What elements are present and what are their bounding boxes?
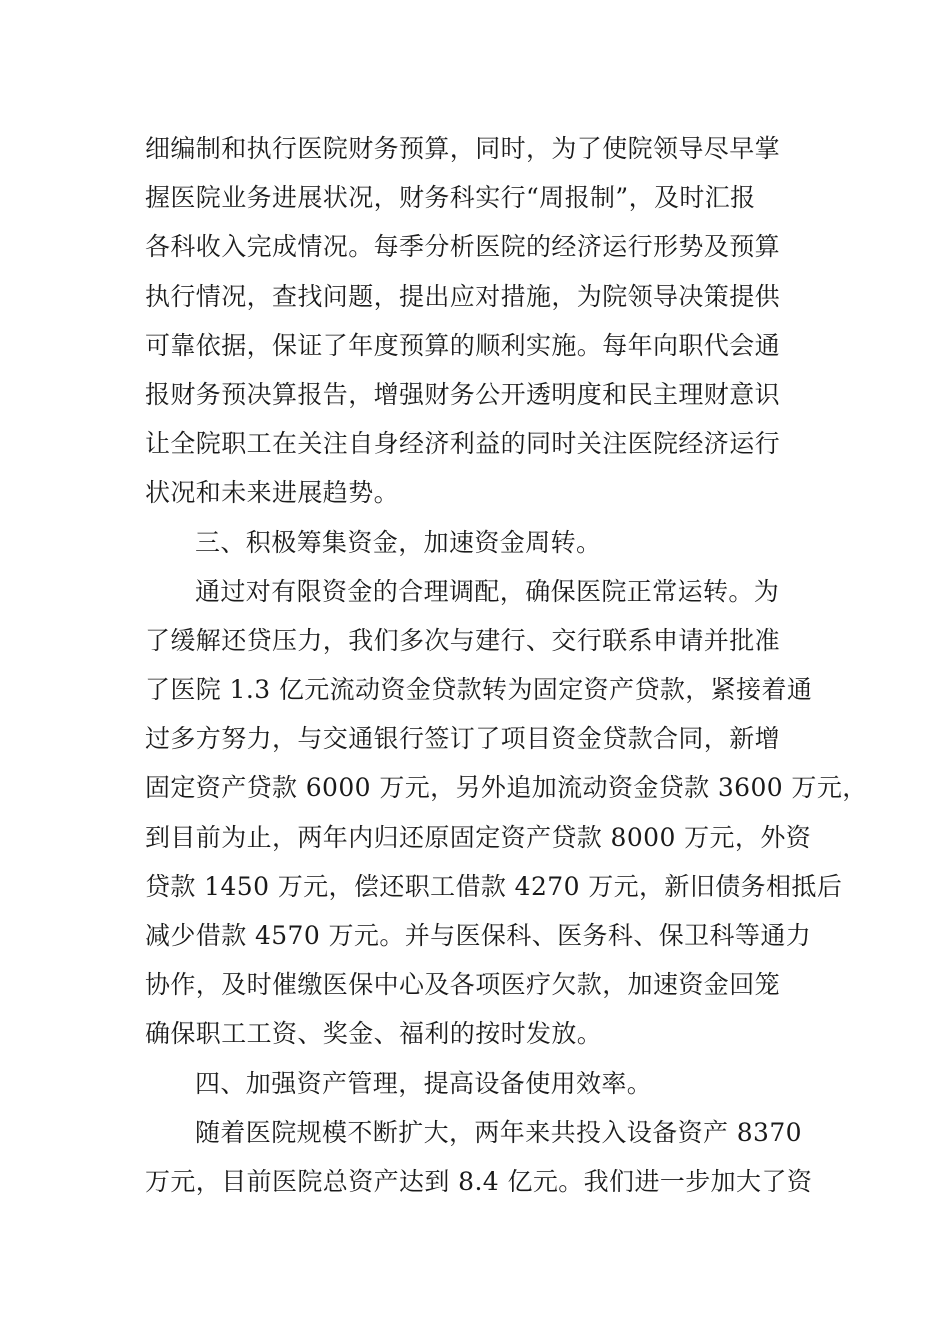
text-line: 状况和未来进展趋势。	[145, 478, 400, 508]
text-line: 固定资产贷款 6000 万元，另外追加流动资金贷款 3600 万元，	[145, 773, 868, 803]
text-line: 到目前为止，两年内归还原固定资产贷款 8000 万元，外资	[145, 822, 812, 852]
paragraph-start-line: 通过对有限资金的合理调配，确保医院正常运转。为	[195, 576, 780, 606]
text-line: 减少借款 4570 万元。并与医保科、医务科、保卫科等通力	[145, 921, 812, 950]
paragraph-start-line: 随着医院规模不断扩大，两年来共投入设备资产 8370	[195, 1117, 802, 1147]
text-line: 贷款 1450 万元，偿还职工借款 4270 万元，新旧债务相抵后	[145, 871, 843, 901]
text-line: 了缓解还贷压力，我们多次与建行、交行联系申请并批准	[145, 625, 781, 655]
text-line: 执行情况，查找问题，提出应对措施，为院领导决策提供	[145, 281, 781, 311]
text-line: 握医院业务进展状况，财务科实行“周报制”，及时汇报	[145, 183, 756, 213]
text-line: 可靠依据，保证了年度预算的顺利实施。每年向职代会通	[145, 330, 781, 360]
text-line: 各科收入完成情况。每季分析医院的经济运行形势及预算	[145, 232, 781, 262]
text-line: 细编制和执行医院财务预算，同时，为了使院领导尽早掌	[145, 134, 781, 163]
section-heading: 四、加强资产管理，提高设备使用效率。	[195, 1068, 653, 1098]
text-line: 了医院 1.3 亿元流动资金贷款转为固定资产贷款，紧接着通	[145, 675, 813, 705]
text-line: 过多方努力，与交通银行签订了项目资金贷款合同，新增	[145, 724, 781, 754]
text-line: 报财务预决算报告，增强财务公开透明度和民主理财意识	[145, 379, 781, 409]
text-line: 协作，及时催缴医保中心及各项医疗欠款，加速资金回笼	[145, 970, 781, 1000]
text-line: 确保职工工资、奖金、福利的按时发放。	[145, 1019, 603, 1049]
text-line: 万元，目前医院总资产达到 8.4 亿元。我们进一步加大了资	[145, 1166, 813, 1196]
text-line: 让全院职工在关注自身经济利益的同时关注医院经济运行	[145, 429, 781, 459]
section-heading: 三、积极筹集资金，加速资金周转。	[195, 527, 602, 557]
body-text	[145, 124, 868, 1206]
